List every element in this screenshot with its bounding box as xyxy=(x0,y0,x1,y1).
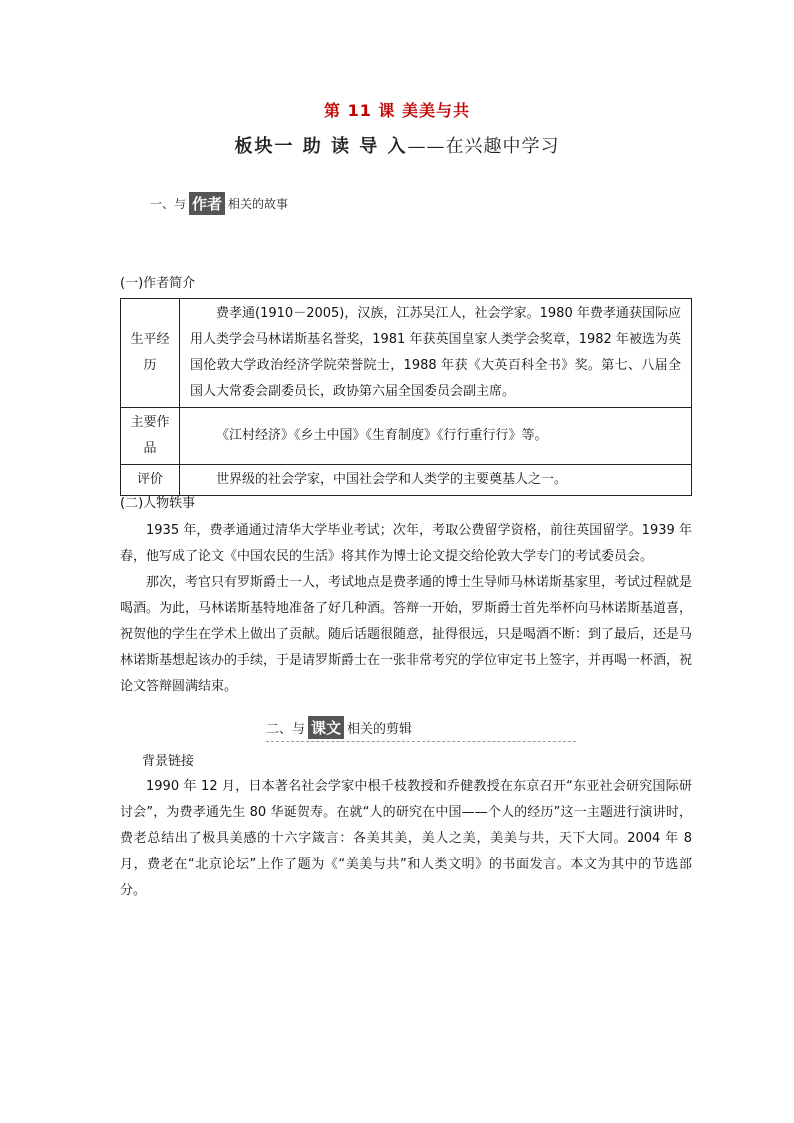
lesson-title: 第 11 课 美美与共 xyxy=(324,101,470,120)
table-row xyxy=(121,408,692,465)
author-info-table xyxy=(120,298,692,496)
table-row xyxy=(121,465,692,496)
table-row xyxy=(121,299,692,408)
row-value: 《江村经济》《乡土中国》《生育制度》《行行重行行》等。 xyxy=(180,408,692,465)
section-suffix: 相关的剪辑 xyxy=(347,722,413,737)
section-highlight: 作者 xyxy=(189,192,225,215)
block-title-subtitle: ——在兴趣中学习 xyxy=(407,136,560,157)
row-value: 世界级的社会学家，中国社会学和人类学的主要奠基人之一。 xyxy=(180,465,692,496)
block-title xyxy=(0,132,794,158)
background-paragraph: 1990 年 12 月，日本著名社会学家中根千枝教授和乔健教授在东京召开“东亚社会研究国际研讨会”，为费孝通先生 80 华诞贺寿。在就“人的研究在中国——个人的经历”这一主题进行演讲时，费老总结出了极具美感的十六字箴言：各美其美，美人之美，美美与共，天下大同。2004 年 8 月，费老在“北京论坛”上作了题为《“美美与共”和人类文明》的书面发言。本文为其中的节选部分。 xyxy=(120,779,692,898)
section-heading-text xyxy=(266,716,576,742)
author-intro-heading: (一)作者简介 xyxy=(120,276,196,291)
row-label: 主要作品 xyxy=(121,408,180,465)
background-heading: 背景链接 xyxy=(142,754,195,769)
row-value: 费孝通(1910－2005)，汉族，江苏吴江人，社会学家。1980 年费孝通获国际应用人类学会马林诺斯基名誉奖，1981 年获英国皇家人类学会奖章，1982 年被选为英国伦敦大学政治经济学院荣誉院士，1988 年获《大英百科全书》奖。第七、八届全国人大常委会副委员长，政协第六届全国委员会副主席。 xyxy=(180,299,692,408)
row-label: 评价 xyxy=(121,465,180,496)
section-prefix: 一、与 xyxy=(150,197,187,211)
row-label: 生平经历 xyxy=(121,299,180,408)
section-highlight: 课文 xyxy=(308,716,344,739)
block-title-main: 板块一 助 读 导 入 xyxy=(234,136,408,157)
anecdote-paragraph-2: 那次，考官只有罗斯爵士一人，考试地点是费孝通的博士生导师马林诺斯基家里，考试过程就是喝酒。为此，马林诺斯基特地准备了好几种酒。答辩一开始，罗斯爵士首先举杯向马林诺斯基道喜，祝贺他的学生在学术上做出了贡献。随后话题很随意，扯得很远，只是喝酒不断：到了最后，还是马林诺斯基想起该办的手续，于是请罗斯爵士在一张非常考究的学位审定书上签字，并再喝一杯酒，祝论文答辩圆满结束。 xyxy=(120,575,693,694)
anecdote-paragraph-1: 1935 年，费孝通通过清华大学毕业考试；次年，考取公费留学资格，前往英国留学。1939 年春，他写成了论文《中国农民的生活》将其作为博士论文提交给伦敦大学专门的考试委员会。 xyxy=(120,523,692,564)
section-suffix: 相关的故事 xyxy=(228,197,289,211)
anecdote-heading: (二)人物轶事 xyxy=(120,496,196,511)
section-prefix: 二、与 xyxy=(266,722,306,737)
section-heading-author xyxy=(150,192,288,215)
